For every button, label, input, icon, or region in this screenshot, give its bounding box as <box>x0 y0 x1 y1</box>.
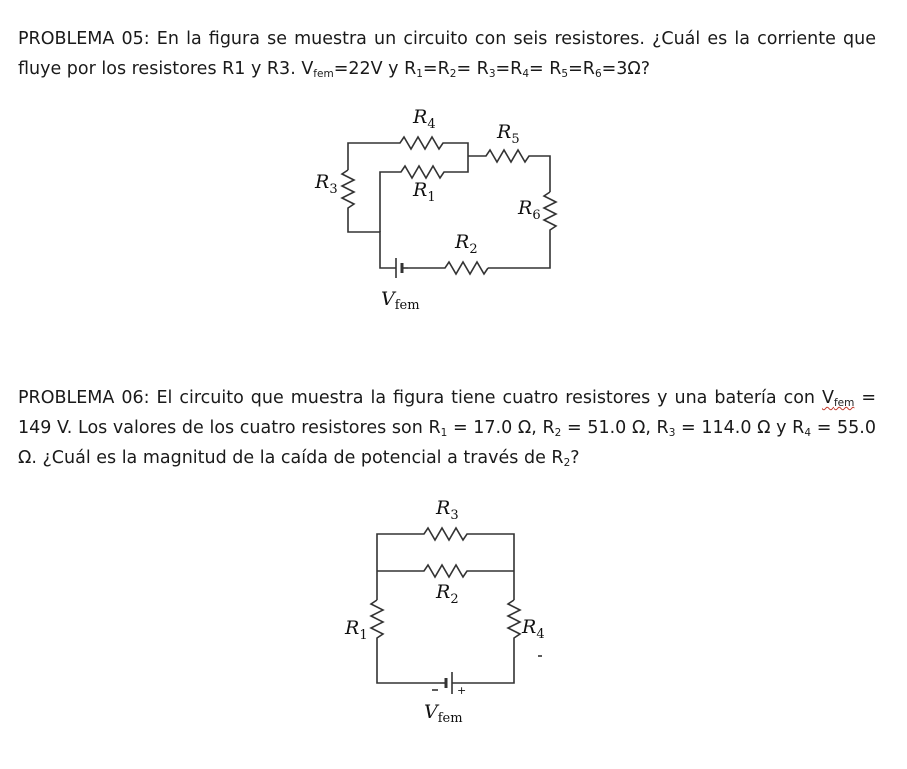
circuit-diagram-06 <box>344 497 545 726</box>
wire-r2-branch <box>377 565 514 577</box>
wire-r4 <box>452 600 520 683</box>
wire-r5-branch <box>468 150 550 192</box>
label-r6: $R_6$ <box>518 197 541 223</box>
wire-r1 <box>371 600 440 683</box>
label-vfem: $V_{fem}$ <box>381 288 420 313</box>
problem-06-statement: PROBLEMA 06: El circuito que muestra la figura tiene cuatro resistores y una batería con $V_{fem} = 149$ V. Los valores de los cuatro resistores son $R_1 = 17.0$ Ω, $R_2 = 51.0$ Ω, $R_3 = 114.0$ Ω y $R_4 = 55.0$ Ω. ¿Cuál es la magnitud de la caída de potencial a través de $R_2$? <box>18 388 876 469</box>
problem-05-statement: PROBLEMA 05: En la figura se muestra un circuito con seis resistores. ¿Cuál es la corriente que fluye por los resistores R1 y R3. $V_{fem}=22V$ y $R_1=R_2= R_3=R_4= R_5=R_6=3\Omega$? <box>18 29 876 80</box>
vfem-spellcheck-word: $V_{fem}$ <box>821 388 855 409</box>
label-r5: $R_5$ <box>497 121 520 147</box>
label-r1: $R_1$ <box>345 617 368 643</box>
wire-r3-branch <box>342 170 396 268</box>
label-vfem: $V_{fem}$ <box>424 701 463 726</box>
label-r4: $R_4$ <box>522 616 545 642</box>
wire-r4-branch <box>348 137 468 170</box>
label-r2: $R_2$ <box>455 231 478 257</box>
label-r3: $R_3$ <box>315 171 338 197</box>
battery-plus-sign: + <box>457 684 467 697</box>
circuit-diagram-05 <box>314 106 556 313</box>
problem-06-heading: PROBLEMA 06: <box>18 388 150 408</box>
label-r2: $R_2$ <box>436 581 459 607</box>
label-r4: $R_4$ <box>413 106 436 132</box>
label-r1: $R_1$ <box>413 179 436 205</box>
wire-r2 <box>408 262 488 274</box>
problem-05-heading: PROBLEMA 05: <box>18 29 150 49</box>
label-r3: $R_3$ <box>436 497 459 523</box>
